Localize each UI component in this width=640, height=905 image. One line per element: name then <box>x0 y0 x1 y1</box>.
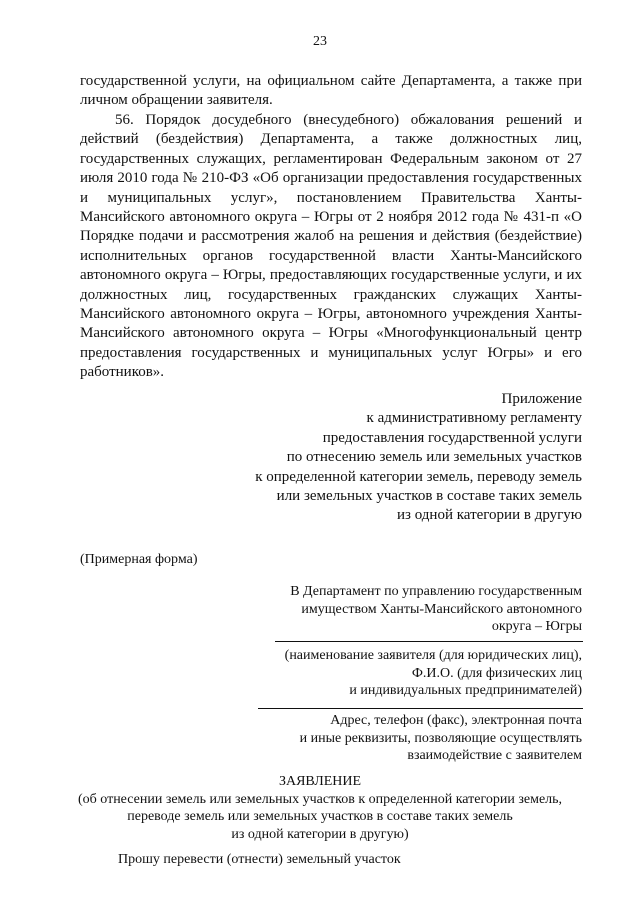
paragraph-56 <box>80 111 582 383</box>
application-subtitle-line: переводе земель или земельных участков в составе таких земель <box>127 809 513 824</box>
addressee-line: имуществом Ханты-Мансийского автономного <box>301 601 582 617</box>
applicant-contact-line <box>258 708 583 709</box>
appendix-line: предоставления государственной услуги <box>322 429 582 446</box>
appendix-line: к определенной категории земель, переводу земель <box>255 468 582 485</box>
applicant-name-line <box>275 641 583 642</box>
applicant-contact-caption-line: и иные реквизиты, позволяющие осуществлять <box>299 730 582 746</box>
paragraph-continuation-line-2: личном обращении заявителя. <box>80 92 273 109</box>
sample-form-label: (Примерная форма) <box>80 552 198 567</box>
addressee-block <box>282 583 582 636</box>
appendix-line: из одной категории в другую <box>397 507 582 524</box>
paragraph-continuation-line-1: государственной услуги, на официальном сайте Департамента, а также при <box>80 73 582 89</box>
appendix-line: Приложение <box>501 391 582 407</box>
appendix-line: или земельных участков в составе таких земель <box>276 488 582 505</box>
application-title: ЗАЯВЛЕНИЕ <box>278 774 362 789</box>
request-text: Прошу перевести (отнести) земельный участок <box>118 852 401 867</box>
addressee-line: округа – Югры <box>491 619 582 634</box>
applicant-name-caption-line: Ф.И.О. (для физических лиц <box>411 665 582 681</box>
application-subtitle-line: (об отнесении земель или земельных участков к определенной категории земель, <box>77 791 563 807</box>
applicant-name-caption <box>282 647 582 700</box>
appendix-header <box>182 390 582 526</box>
application-subtitle-line: из одной категории в другую) <box>231 826 409 842</box>
applicant-contact-caption-line: взаимодействие с заявителем <box>407 748 582 763</box>
paragraph-continuation <box>80 72 582 111</box>
appendix-line: по отнесению земель или земельных участков <box>286 449 582 466</box>
applicant-name-caption-line: (наименование заявителя (для юридических лиц), <box>284 648 582 663</box>
paragraph-56-text: 56. Порядок досудебного (внесудебного) обжалования решений и действий (бездействия) Департамента, а также должностных лиц, государственных служащих, регламентирован Федеральным законом от 27 июля 2010 года № 210-ФЗ «Об организации предоставления государственных и муниципальных услуг», постановлением Правительства Ханты-Мансийского автономного округа – Югры от 2 ноября 2012 года № 431-п «О Порядке подачи и рассмотрения жалоб на решения и действия (бездействие) исполнительных органов государственной власти Ханты-Мансийского автономного округа – Югры, предоставляющих государственные услуги, и их должностных лиц, государственных гражданских служащих Ханты-Мансийского автономного округа – Югры, автономного учреждения Ханты-Мансийского автономного округа – Югры «Многофункциональный центр предоставления государственных и муниципальных услуг Югры» и его работников». <box>80 112 582 381</box>
page-number: 23 <box>313 34 327 49</box>
addressee-line: В Департамент по управлению государственным <box>290 584 582 599</box>
applicant-contact-caption-line: Адрес, телефон (факс), электронная почта <box>330 713 582 728</box>
applicant-contact-caption <box>282 712 582 765</box>
application-title-block <box>0 773 640 843</box>
applicant-name-caption-line: и индивидуальных предпринимателей) <box>349 683 582 698</box>
appendix-line: к административному регламенту <box>366 410 582 427</box>
